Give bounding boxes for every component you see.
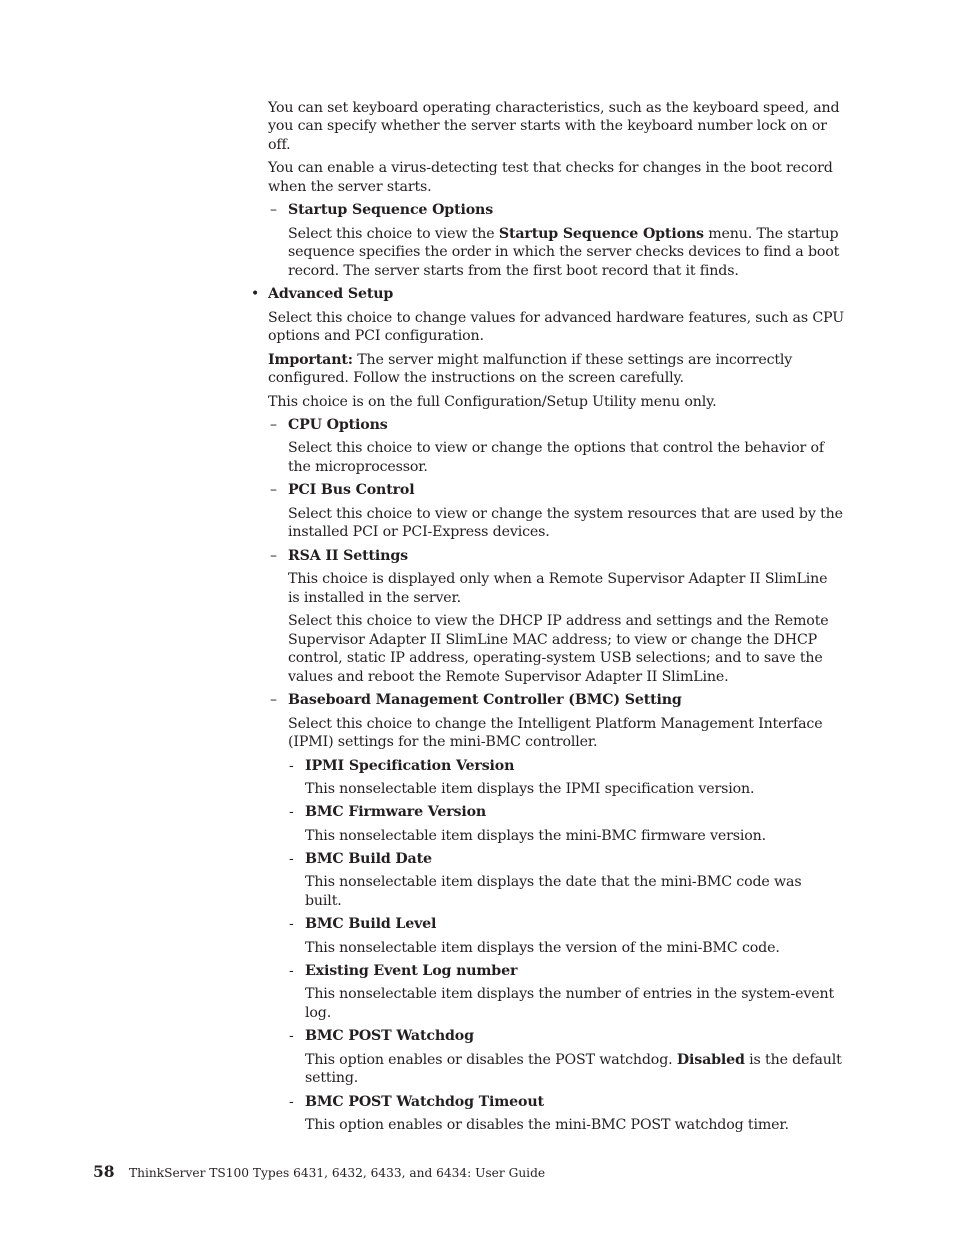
footer-title: ThinkServer TS100 Types 6431, 6432, 6433, and 6434: User Guide: [129, 1166, 546, 1180]
intro-p1-line3: off.: [268, 137, 291, 153]
bmc-item-desc: log.: [305, 1005, 332, 1021]
dash-marker: –: [270, 417, 277, 433]
startup-title: Startup Sequence Options: [288, 202, 494, 218]
startup-line1: Select this choice to view the Startup Sequence Options menu. The startup: [288, 226, 839, 242]
page-number: 58: [93, 1162, 115, 1181]
hyphen-marker: -: [289, 1028, 294, 1044]
bmc-item-desc: built.: [305, 893, 342, 909]
bmc-item-title: IPMI Specification Version: [305, 758, 515, 774]
pci-line1: Select this choice to view or change the system resources that are used by the: [288, 506, 843, 522]
rsa-p2-line4: values and reboot the Remote Supervisor Adapter II SlimLine.: [288, 669, 729, 685]
pci-line2: installed PCI or PCI-Express devices.: [288, 524, 550, 540]
important-line1: Important: The server might malfunction if these settings are incorrectly: [268, 352, 793, 368]
advanced-p1-line1: Select this choice to change values for advanced hardware features, such as CPU: [268, 310, 845, 326]
cpu-title: CPU Options: [288, 417, 388, 433]
dash-marker: –: [270, 692, 277, 708]
bmc-line2: (IPMI) settings for the mini-BMC controller.: [288, 734, 598, 750]
bmc-item-desc: This option enables or disables the POST watchdog. Disabled is the default: [305, 1052, 842, 1068]
rsa-title: RSA II Settings: [288, 548, 408, 564]
bmc-item-title: BMC POST Watchdog Timeout: [305, 1094, 544, 1110]
hyphen-marker: -: [289, 1094, 294, 1110]
hyphen-marker: -: [289, 916, 294, 932]
hyphen-marker: -: [289, 963, 294, 979]
bmc-line1: Select this choice to change the Intelligent Platform Management Interface: [288, 716, 823, 732]
rsa-p1-line2: is installed in the server.: [288, 590, 461, 606]
startup-line2: sequence specifies the order in which the server checks devices to find a boot: [288, 244, 840, 260]
startup-line3: record. The server starts from the first boot record that it finds.: [288, 263, 739, 279]
bmc-item-desc: This nonselectable item displays the version of the mini-BMC code.: [305, 940, 780, 956]
advanced-p1-line2: options and PCI configuration.: [268, 328, 484, 344]
intro-p1-line1: You can set keyboard operating characteristics, such as the keyboard speed, and: [268, 100, 840, 116]
bmc-item-title: BMC Build Level: [305, 916, 437, 932]
bmc-item-title: BMC Firmware Version: [305, 804, 487, 820]
rsa-p2-line1: Select this choice to view the DHCP IP address and settings and the Remote: [288, 613, 829, 629]
hyphen-marker: -: [289, 804, 294, 820]
bmc-item-desc: This nonselectable item displays the number of entries in the system-event: [305, 986, 835, 1002]
bmc-item-desc: This nonselectable item displays the mini-BMC firmware version.: [305, 828, 766, 844]
rsa-p1-line1: This choice is displayed only when a Remote Supervisor Adapter II SlimLine: [288, 571, 828, 587]
dash-marker: –: [270, 548, 277, 564]
cpu-line2: the microprocessor.: [288, 459, 428, 475]
intro-p2-line1: You can enable a virus-detecting test that checks for changes in the boot record: [268, 160, 833, 176]
bmc-item-desc: This nonselectable item displays the date that the mini-BMC code was: [305, 874, 802, 890]
bmc-item-title: BMC Build Date: [305, 851, 432, 867]
advanced-note: This choice is on the full Configuration/Setup Utility menu only.: [268, 394, 717, 410]
rsa-p2-line3: control, static IP address, operating-system USB selections; and to save the: [288, 650, 823, 666]
advanced-title: Advanced Setup: [268, 286, 394, 302]
bmc-item-title: Existing Event Log number: [305, 963, 518, 979]
dash-marker: –: [270, 482, 277, 498]
cpu-line1: Select this choice to view or change the options that control the behavior of: [288, 440, 824, 456]
intro-p1-line2: you can specify whether the server starts with the keyboard number lock on or: [268, 118, 827, 134]
bmc-item-desc: setting.: [305, 1070, 359, 1086]
rsa-p2-line2: Supervisor Adapter II SlimLine MAC address; to view or change the DHCP: [288, 632, 818, 648]
important-line2: configured. Follow the instructions on the screen carefully.: [268, 370, 684, 386]
hyphen-marker: -: [289, 758, 294, 774]
dash-marker: –: [270, 202, 277, 218]
bmc-item-desc: This option enables or disables the mini-BMC POST watchdog timer.: [305, 1117, 789, 1133]
bullet-marker: •: [251, 286, 260, 302]
bmc-item-title: BMC POST Watchdog: [305, 1028, 474, 1044]
hyphen-marker: -: [289, 851, 294, 867]
bmc-item-desc: This nonselectable item displays the IPMI specification version.: [305, 781, 755, 797]
bmc-title: Baseboard Management Controller (BMC) Setting: [288, 692, 682, 708]
intro-p2-line2: when the server starts.: [268, 179, 432, 195]
pci-title: PCI Bus Control: [288, 482, 415, 498]
